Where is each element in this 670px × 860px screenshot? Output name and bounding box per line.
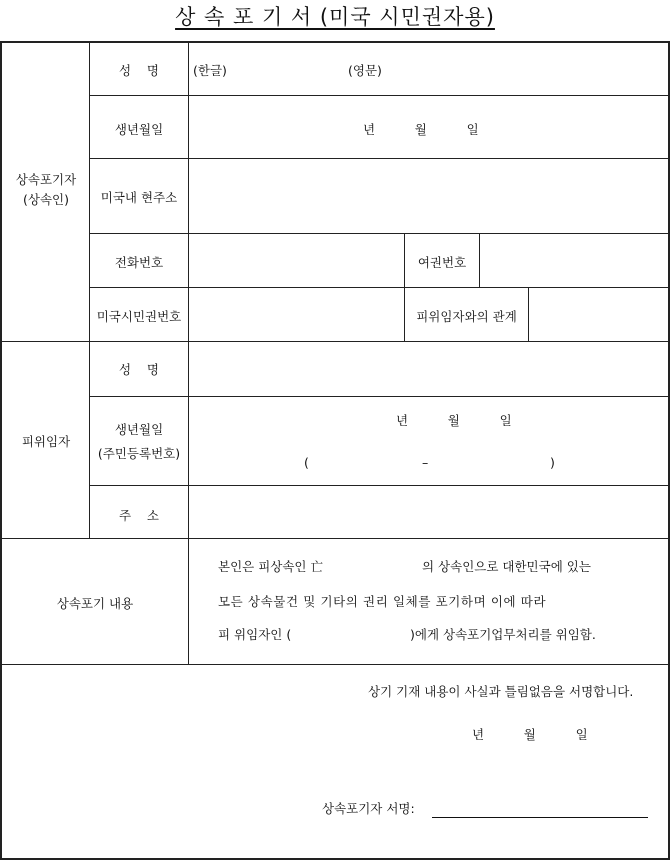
delegate-id-open: ( (304, 455, 309, 470)
heir-name-english-field[interactable]: (영문) (348, 63, 382, 78)
heir-passport-label: 여권번호 (417, 255, 467, 270)
border-left (0, 41, 2, 860)
content-section-label: 상속포기 내용 (56, 596, 134, 611)
heir-phone-field[interactable] (190, 234, 403, 286)
document-title: 상 속 포 기 서 (미국 시민권자용) (175, 5, 495, 29)
divider-delegate-content (0, 538, 670, 539)
form-table (0, 41, 670, 860)
heir-relation-label: 피위임자와의 관계 (416, 309, 517, 324)
heir-address-field[interactable] (190, 159, 668, 232)
footer-date[interactable]: 년 월 일 (472, 727, 588, 742)
content-line3-a: 피 위임자인 ( (218, 627, 292, 642)
divider-column-2 (188, 41, 189, 664)
delegate-birth-label: 생년월일 (114, 422, 164, 437)
heir-address-label: 미국내 현주소 (100, 190, 178, 205)
heir-citizenship-field[interactable] (190, 288, 403, 340)
heir-relation-field[interactable] (530, 288, 668, 340)
signature-line[interactable] (432, 817, 648, 818)
divider (90, 396, 670, 397)
divider-column-1 (89, 41, 90, 538)
heir-passport-field[interactable] (481, 234, 668, 286)
heir-name-korean-field[interactable]: (한글) (193, 63, 227, 78)
divider (90, 95, 670, 96)
delegate-birth-sublabel: (주민등록번호) (97, 446, 181, 461)
delegate-birth-date-field[interactable]: 년 월 일 (396, 413, 512, 428)
divider-content-footer (0, 664, 670, 665)
heir-name-label: 성 명 (118, 63, 160, 78)
content-line2: 모든 상속물건 및 기타의 권리 일체를 포기하며 이에 따라 (218, 594, 547, 609)
divider (528, 287, 529, 341)
divider-heir-delegate (0, 341, 670, 342)
heir-section-label: 상속포기자 (15, 172, 77, 187)
signature-label: 상속포기자 서명: (322, 801, 415, 816)
content-line3-b: )에게 상속포기업무처리를 위임함. (410, 627, 596, 642)
footer-statement: 상기 기재 내용이 사실과 틀림없음을 서명합니다. (368, 684, 634, 699)
delegate-id-close: ) (550, 455, 555, 470)
delegate-address-field[interactable] (190, 486, 668, 537)
heir-citizenship-label: 미국시민권번호 (96, 309, 182, 324)
content-line1-b: 의 상속인으로 대한민국에 있는 (422, 559, 591, 574)
heir-birth-date-field[interactable]: 년 월 일 (363, 122, 479, 137)
heir-birth-label: 생년월일 (114, 122, 164, 137)
delegate-name-field[interactable] (190, 343, 668, 395)
heir-section-sublabel: (상속인) (23, 192, 69, 207)
delegate-section-label: 피위임자 (21, 434, 71, 449)
divider (479, 233, 480, 287)
border-top (0, 41, 670, 43)
delegate-address-label: 주 소 (118, 508, 160, 523)
delegate-id-dash: – (422, 455, 429, 470)
heir-phone-label: 전화번호 (114, 255, 164, 270)
content-line1-a: 본인은 피상속인 亡 (218, 559, 323, 574)
delegate-name-label: 성 명 (118, 362, 160, 377)
